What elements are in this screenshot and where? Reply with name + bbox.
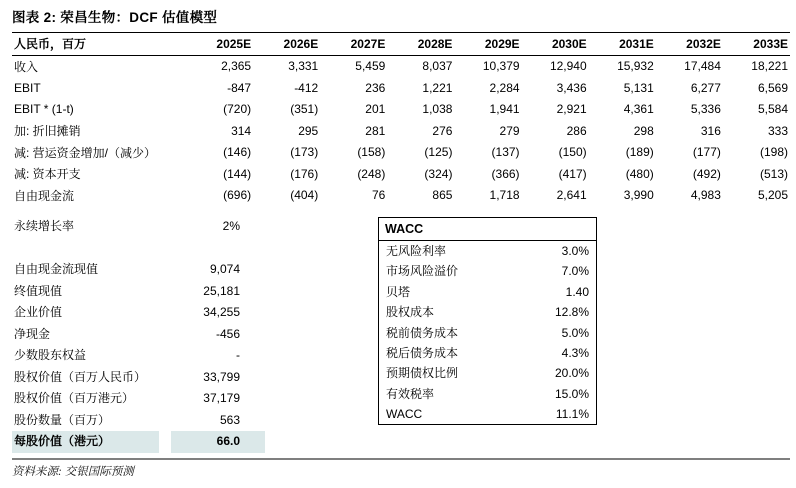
wacc-value: 3.0%	[561, 244, 589, 258]
cell-value: 76	[371, 188, 386, 203]
wacc-row	[379, 343, 596, 363]
summary-row	[12, 410, 265, 432]
cell-value: (158)	[357, 145, 386, 160]
cell-value: 10,379	[482, 59, 520, 74]
summary-value: -456	[215, 326, 240, 341]
summary-value: 563	[219, 412, 240, 427]
cell-value: 8,037	[422, 59, 453, 74]
row-label: 减: 营运资金增加/（减少）	[14, 145, 157, 160]
summary-row	[12, 216, 265, 238]
year-header: 2026E	[283, 36, 319, 51]
cell-value: 1,221	[422, 80, 453, 95]
wacc-label: WACC	[386, 407, 423, 422]
year-header: 2032E	[686, 36, 721, 51]
summary-row	[12, 431, 265, 453]
dcf-table-row	[12, 55, 790, 77]
summary-label: 自由现金流现值	[14, 262, 99, 276]
summary-label: 企业价值	[14, 305, 63, 319]
wacc-value: 12.8%	[554, 305, 589, 320]
cell-value: 286	[566, 123, 587, 138]
cell-value: (720)	[223, 102, 252, 117]
summary-label: 股权价值（百万港元）	[14, 391, 135, 405]
wacc-row	[379, 241, 596, 261]
summary-row	[12, 324, 265, 346]
cell-value: 5,459	[355, 59, 386, 74]
wacc-row	[379, 302, 596, 322]
dcf-table-body	[12, 55, 790, 206]
cell-value: 6,277	[690, 80, 721, 95]
summary-value: 37,179	[203, 391, 240, 405]
wacc-label: 税后债务成本	[386, 345, 459, 360]
year-header: 2031E	[619, 36, 654, 51]
cell-value: 201	[365, 102, 386, 117]
cell-value: (137)	[491, 145, 520, 160]
cell-value: 314	[231, 123, 252, 138]
cell-value: 279	[499, 123, 520, 138]
year-header: 2028E	[417, 36, 453, 51]
cell-value: (492)	[692, 166, 721, 181]
summary-label: 终值现值	[14, 283, 63, 298]
row-label: EBIT	[14, 80, 41, 95]
cell-value: 2,365	[221, 59, 252, 74]
cell-value: (480)	[625, 166, 654, 181]
wacc-value: 11.1%	[555, 407, 589, 422]
wacc-label: 贝塔	[386, 284, 411, 299]
year-header: 2027E	[350, 36, 386, 51]
wacc-table-body	[379, 241, 596, 425]
dcf-table-row	[12, 163, 790, 185]
row-label: EBIT * (1-t)	[14, 102, 74, 117]
cell-value: -847	[227, 80, 252, 95]
cell-value: 3,331	[288, 59, 319, 74]
cell-value: 4,361	[623, 102, 654, 117]
wacc-row	[379, 404, 596, 424]
cell-value: 6,569	[757, 80, 788, 95]
dcf-forecast-table	[12, 32, 790, 206]
cell-value: 298	[633, 123, 654, 138]
cell-value: 1,038	[422, 102, 453, 117]
cell-value: (513)	[759, 166, 788, 181]
cell-value: 236	[365, 80, 386, 95]
cell-value: 3,990	[623, 188, 654, 203]
cell-value: (366)	[491, 166, 520, 181]
cell-value: 276	[432, 123, 453, 138]
year-header: 2025E	[216, 36, 252, 51]
cell-value: (146)	[223, 145, 252, 160]
summary-label: 股权价值（百万人民币）	[14, 369, 147, 384]
dcf-table-row	[12, 142, 790, 164]
wacc-value: 15.0%	[554, 386, 589, 401]
summary-row	[12, 281, 265, 303]
cell-value: (404)	[290, 188, 319, 203]
wacc-row	[379, 384, 596, 404]
summary-value: 9,074	[209, 262, 240, 276]
year-header: 2030E	[551, 36, 587, 51]
footer-divider	[12, 458, 790, 460]
wacc-value: 5.0%	[561, 325, 589, 340]
wacc-row	[379, 363, 596, 383]
wacc-label: 预期债权比例	[386, 366, 459, 381]
valuation-summary	[12, 216, 265, 453]
summary-value: 33,799	[203, 369, 240, 384]
dcf-table-row	[12, 99, 790, 121]
cell-value: 5,336	[690, 102, 721, 117]
dcf-table-row	[12, 120, 790, 142]
wacc-row	[379, 323, 596, 343]
cell-value: (696)	[223, 188, 252, 203]
wacc-label: 税前债务成本	[386, 325, 459, 340]
cell-value: (351)	[290, 102, 319, 117]
row-label: 收入	[14, 59, 39, 74]
source-note: 资料来源: 交银国际预测	[12, 466, 134, 478]
wacc-assumptions-box	[378, 217, 597, 425]
wacc-box-title: WACC	[379, 218, 596, 241]
cell-value: 15,932	[617, 59, 654, 74]
summary-value: 34,255	[203, 305, 240, 319]
cell-value: (125)	[424, 145, 453, 160]
summary-row	[12, 259, 265, 281]
cell-value: 2,284	[489, 80, 520, 95]
cell-value: 5,131	[623, 80, 654, 95]
summary-row	[12, 345, 265, 367]
cell-value: (189)	[625, 145, 654, 160]
cell-value: 1,941	[489, 102, 520, 117]
cell-value: 281	[365, 123, 386, 138]
dcf-table-head	[12, 33, 790, 56]
cell-value: 316	[700, 123, 721, 138]
summary-label: 净现金	[14, 326, 51, 341]
cell-value: 12,940	[549, 59, 587, 74]
cell-value: (417)	[558, 166, 587, 181]
cell-value: (176)	[290, 166, 319, 181]
summary-value: 25,181	[203, 283, 240, 298]
dcf-table-row	[12, 77, 790, 99]
summary-value: 2%	[222, 219, 240, 233]
dcf-table-row	[12, 185, 790, 207]
cell-value: (144)	[223, 166, 252, 181]
cell-value: 17,484	[684, 59, 721, 74]
summary-row	[12, 302, 265, 324]
summary-row	[12, 367, 265, 389]
summary-label: 每股价值（港元）	[12, 431, 159, 453]
cell-value: (198)	[759, 145, 788, 160]
wacc-row	[379, 282, 596, 302]
wacc-label: 股权成本	[386, 305, 435, 320]
wacc-value: 1.40	[565, 284, 589, 299]
cell-value: (324)	[424, 166, 453, 181]
cell-value: 4,983	[690, 188, 721, 203]
wacc-value: 4.3%	[561, 345, 589, 360]
wacc-value: 7.0%	[561, 264, 589, 279]
year-header: 2033E	[753, 36, 788, 51]
summary-value: -	[236, 348, 240, 362]
summary-row	[12, 388, 265, 410]
cell-value: (248)	[357, 166, 386, 181]
cell-value: 5,205	[757, 188, 788, 203]
summary-label: 永续增长率	[14, 219, 75, 233]
row-label: 自由现金流	[14, 188, 75, 203]
row-label: 加: 折旧摊销	[14, 124, 81, 139]
cell-value: (177)	[692, 145, 721, 160]
year-header: 2029E	[484, 36, 520, 51]
summary-value: 66.0	[171, 431, 265, 453]
figure-title: 图表 2: 荣昌生物：DCF 估值模型	[12, 10, 218, 25]
cell-value: 5,584	[757, 102, 788, 117]
wacc-label: 市场风险溢价	[386, 264, 459, 279]
dcf-header-row	[12, 33, 790, 56]
cell-value: 1,718	[489, 188, 520, 203]
summary-label: 少数股东权益	[14, 348, 87, 362]
wacc-value: 20.0%	[554, 366, 589, 381]
cell-value: 865	[432, 188, 453, 203]
wacc-row	[379, 261, 596, 281]
cell-value: 18,221	[751, 59, 788, 74]
cell-value: (173)	[290, 145, 319, 160]
unit-label: 人民币，百万	[14, 37, 87, 52]
wacc-label: 有效税率	[386, 386, 435, 401]
cell-value: (150)	[558, 145, 587, 160]
summary-label: 股份数量（百万）	[14, 412, 111, 427]
wacc-label: 无风险利率	[386, 244, 447, 258]
cell-value: 333	[767, 123, 788, 138]
cell-value: 3,436	[556, 80, 587, 95]
cell-value: 295	[298, 123, 319, 138]
cell-value: 2,921	[556, 102, 587, 117]
cell-value: 2,641	[556, 188, 587, 203]
cell-value: -412	[294, 80, 319, 95]
row-label: 减: 资本开支	[14, 167, 81, 182]
